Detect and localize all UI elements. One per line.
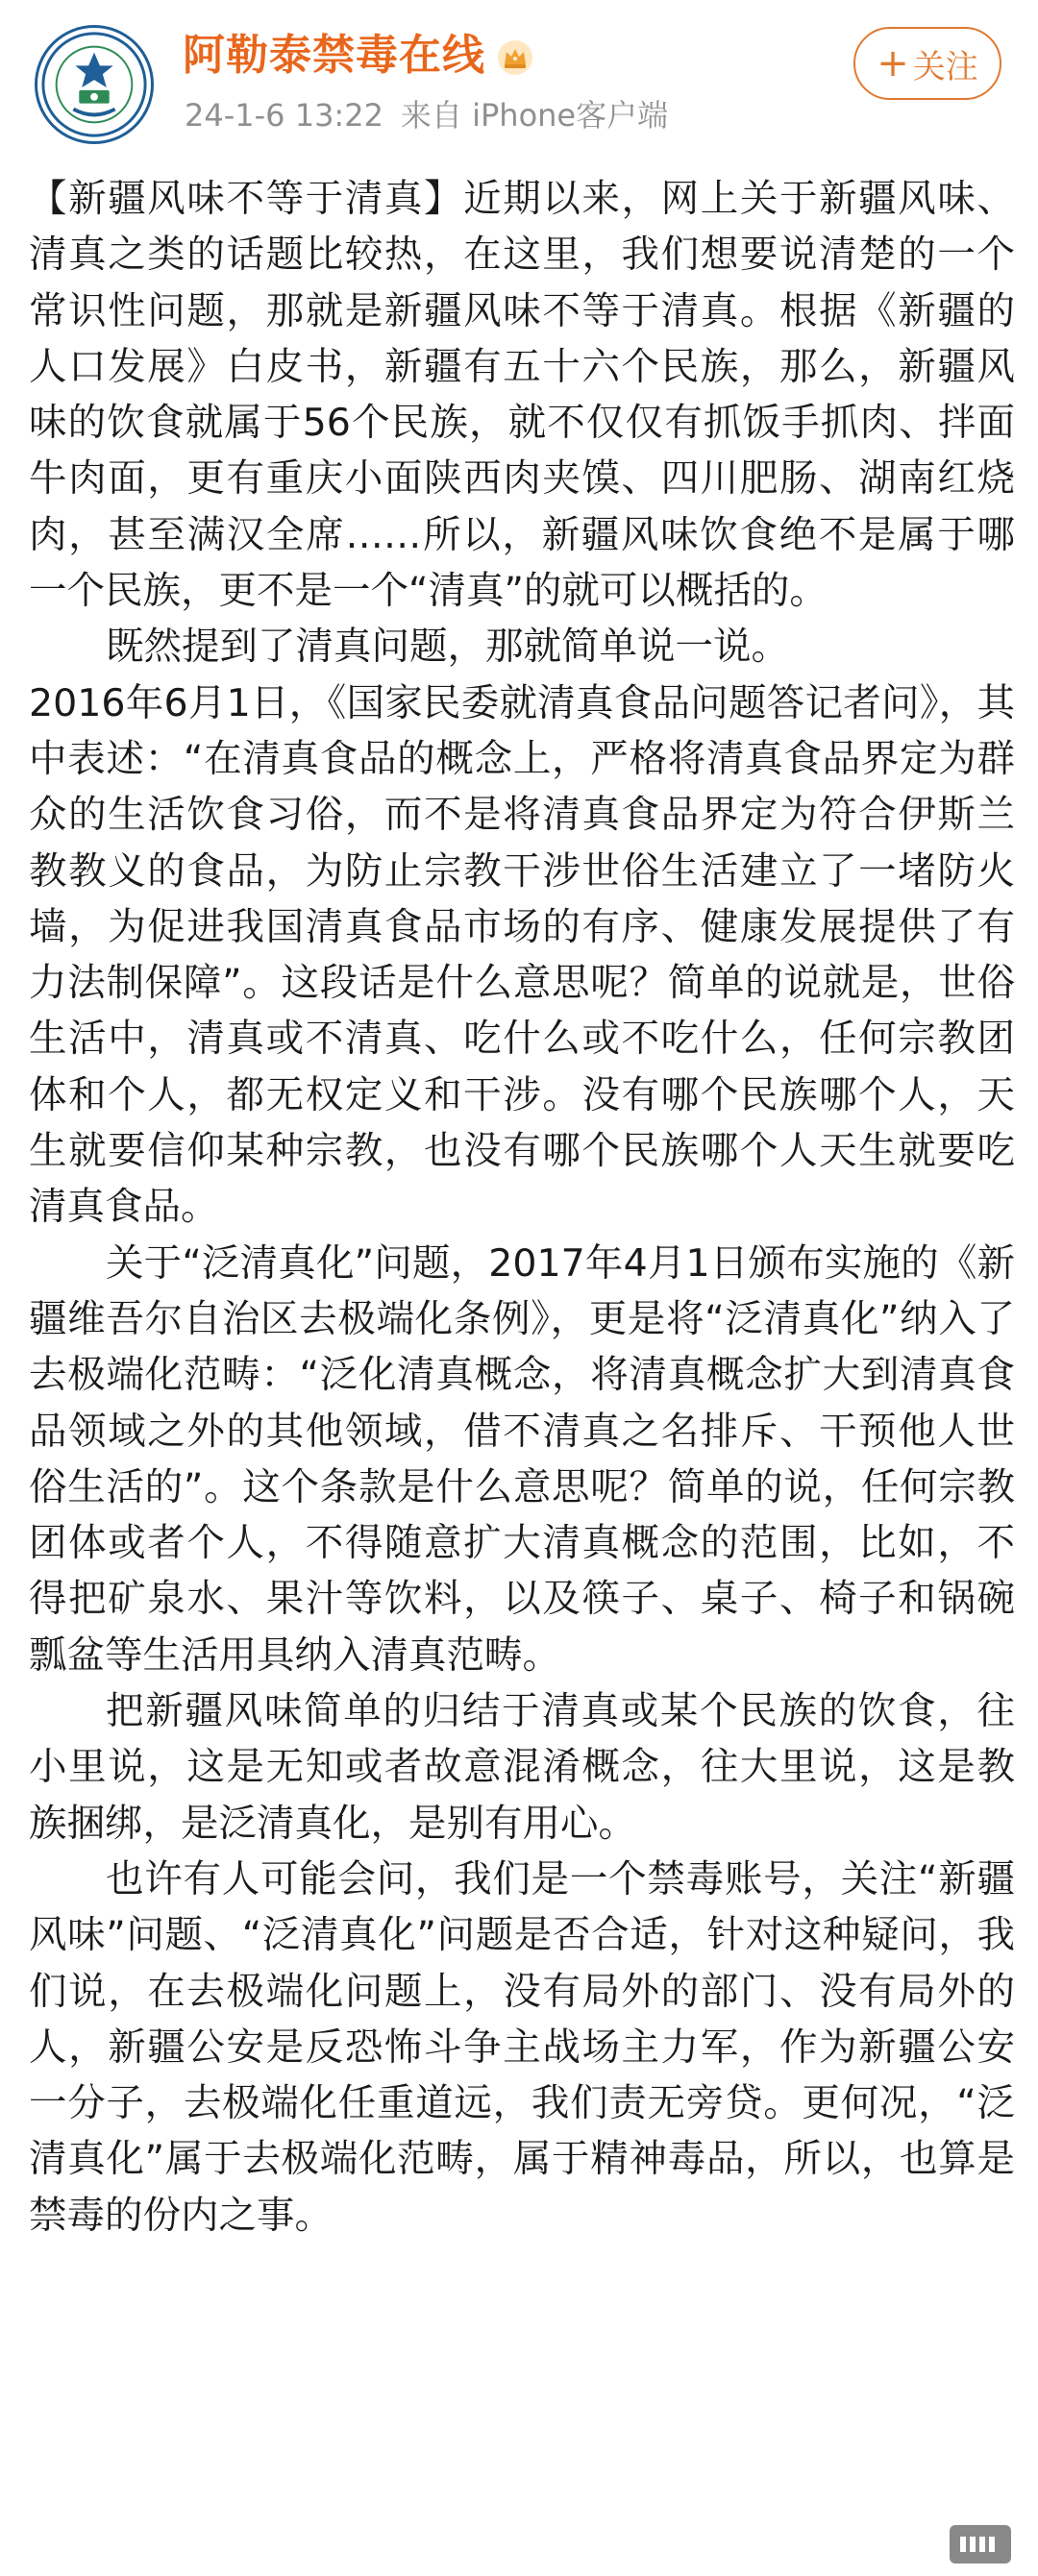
police-emblem-icon	[37, 28, 151, 141]
follow-label: 关注	[912, 47, 978, 86]
crown-icon	[496, 38, 534, 77]
paragraph: 既然提到了清真问题，那就简单说一说。	[106, 625, 789, 670]
avatar[interactable]	[35, 25, 154, 144]
paragraph: 关于“泛清真化”问题，2017年4月1日颁布实施的《新疆维吾尔自治区去极端化条例》，更是将“泛清真化”纳入了去极端化范畴：“泛化清真概念，将清真概念扩大到清真食品领域之外的其他领域，借不清真之名排斥、干预他人世俗生活的”。这个条款是什么意思呢？简单的说，任何宗教团体或者个人，不得随意扩大清真概念的范围，比如，不得把矿泉水、果汁等饮料，以及筷子、桌子、椅子和锅碗瓢盆等生活用具纳入清真范畴。	[29, 1240, 1015, 1678]
follow-button[interactable]	[853, 27, 1001, 100]
paragraph: 也许有人可能会问，我们是一个禁毒账号，关注“新疆风味”问题、“泛清真化”问题是否合适，针对这种疑问，我们说，在去极端化问题上，没有局外的部门、没有局外的人，新疆公安是反恐怖斗争主战场主力军，作为新疆公安一分子，去极端化任重道远，我们责无旁贷。更何况，“泛清真化”属于去极端化范畴，属于精神毒品，所以，也算是禁毒的份内之事。	[29, 1856, 1015, 2238]
paragraph: 【新疆风味不等于清真】近期以来，网上关于新疆风味、清真之类的话题比较热，在这里，我们想要说清楚的一个常识性问题，那就是新疆风味不等于清真。根据《新疆的人口发展》白皮书，新疆有五十六个民族，那么，新疆风味的饮食就属于56个民族，就不仅仅有抓饭手抓肉、拌面牛肉面，更有重庆小面陕西肉夹馍、四川肥肠、湖南红烧肉，甚至满汉全席……所以，新疆风味饮食绝不是属于哪一个民族，更不是一个“清真”的就可以概括的。	[29, 177, 1015, 614]
paragraph: 把新疆风味简单的归结于清真或某个民族的饮食，往小里说，这是无知或者故意混淆概念，往大里说，这是教族捆绑，是泛清真化，是别有用心。	[29, 1689, 1015, 1846]
post-source: 来自 iPhone客户端	[400, 97, 669, 134]
post-header	[0, 0, 1038, 154]
post-meta	[185, 94, 685, 136]
plus-icon: +	[877, 41, 909, 86]
author-name[interactable]: 阿勒泰禁毒在线	[183, 31, 485, 80]
paragraph: 2016年6月1日，《国家民委就清真食品问题答记者问》，其中表述：“在清真食品的概念上，严格将清真食品界定为群众的生活饮食习俗，而不是将清真食品界定为符合伊斯兰教教义的食品，为防止宗教干涉世俗生活建立了一堵防火墙，为促进我国清真食品市场的有序、健康发展提供了有力法制保障”。这段话是什么意思呢？简单的说就是，世俗生活中，清真或不清真、吃什么或不吃什么，任何宗教团体和个人，都无权定义和干涉。没有哪个民族哪个人，天生就要信仰某种宗教，也没有哪个民族哪个人天生就要吃清真食品。	[29, 680, 1015, 1230]
post-timestamp: 24-1-6 13:22	[185, 97, 383, 134]
long-image-icon[interactable]	[950, 2525, 1011, 2564]
post-body	[29, 171, 1015, 2244]
